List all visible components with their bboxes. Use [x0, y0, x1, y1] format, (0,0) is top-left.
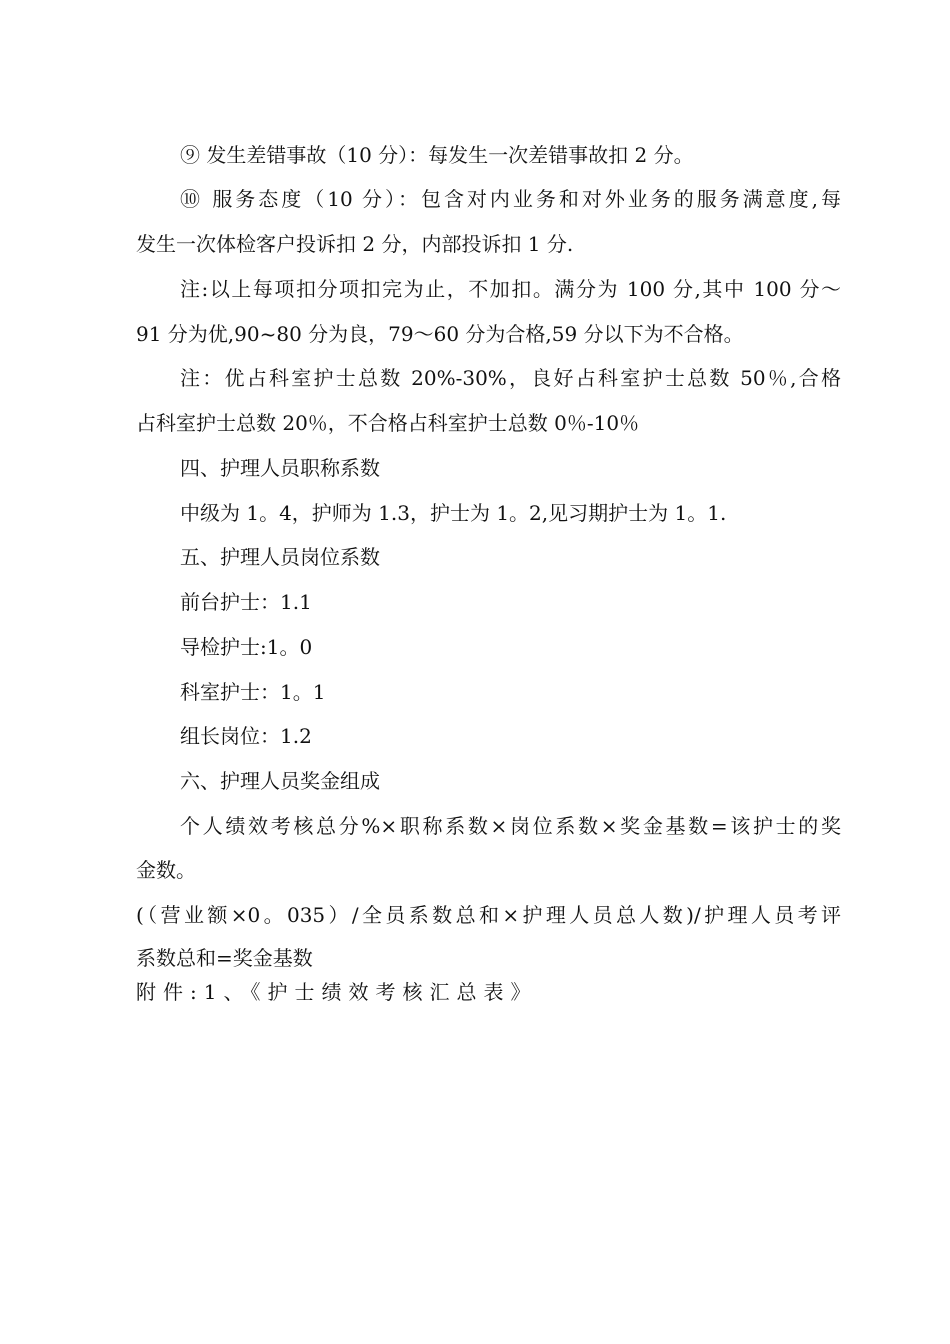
paragraph-line-12: 导检护士:1。0	[180, 635, 313, 659]
paragraph-line-11: 前台护士：1.1	[180, 590, 312, 614]
paragraph-line-3: 发生一次体检客户投诉扣 2 分，内部投诉扣 1 分.	[136, 232, 574, 256]
paragraph-line-13: 科室护士：1。1	[180, 680, 326, 704]
paragraph-line-2: ⑩ 服务态度（10 分）：包含对内业务和对外业务的服务满意度,每	[180, 187, 841, 211]
paragraph-line-7: 占科室护士总数 20％，不合格占科室护士总数 0％-10％	[136, 411, 640, 435]
paragraph-line-1: ⑨ 发生差错事故（10 分）：每发生一次差错事故扣 2 分。	[180, 143, 694, 167]
paragraph-line-16: 个人绩效考核总分%×职称系数×岗位系数×奖金基数=该护士的奖	[180, 814, 841, 838]
paragraph-line-4: 注:以上每项扣分项扣完为止，不加扣。满分为 100 分,其中 100 分～	[180, 277, 841, 301]
paragraph-line-6: 注：优占科室护士总数 20%-30%，良好占科室护士总数 50％,合格	[180, 366, 841, 390]
attachment-line: 附件:1、《护士绩效考核汇总表》	[136, 980, 538, 1004]
paragraph-line-17: 金数。	[136, 858, 196, 882]
section-heading-position-coefficient: 五、护理人员岗位系数	[180, 545, 380, 569]
paragraph-line-14: 组长岗位：1.2	[180, 724, 312, 748]
paragraph-line-19: 系数总和=奖金基数	[136, 946, 313, 970]
section-heading-bonus: 六、护理人员奖金组成	[180, 769, 380, 793]
paragraph-line-9: 中级为 1。4，护师为 1.3，护士为 1。2,见习期护士为 1。1.	[180, 501, 727, 525]
paragraph-line-18: (（营业额×0。035）/全员系数总和×护理人员总人数)/护理人员考评	[136, 903, 841, 927]
paragraph-line-5: 91 分为优,90~80 分为良，79～60 分为合格,59 分以下为不合格。	[136, 322, 744, 346]
section-heading-title-coefficient: 四、护理人员职称系数	[180, 456, 380, 480]
